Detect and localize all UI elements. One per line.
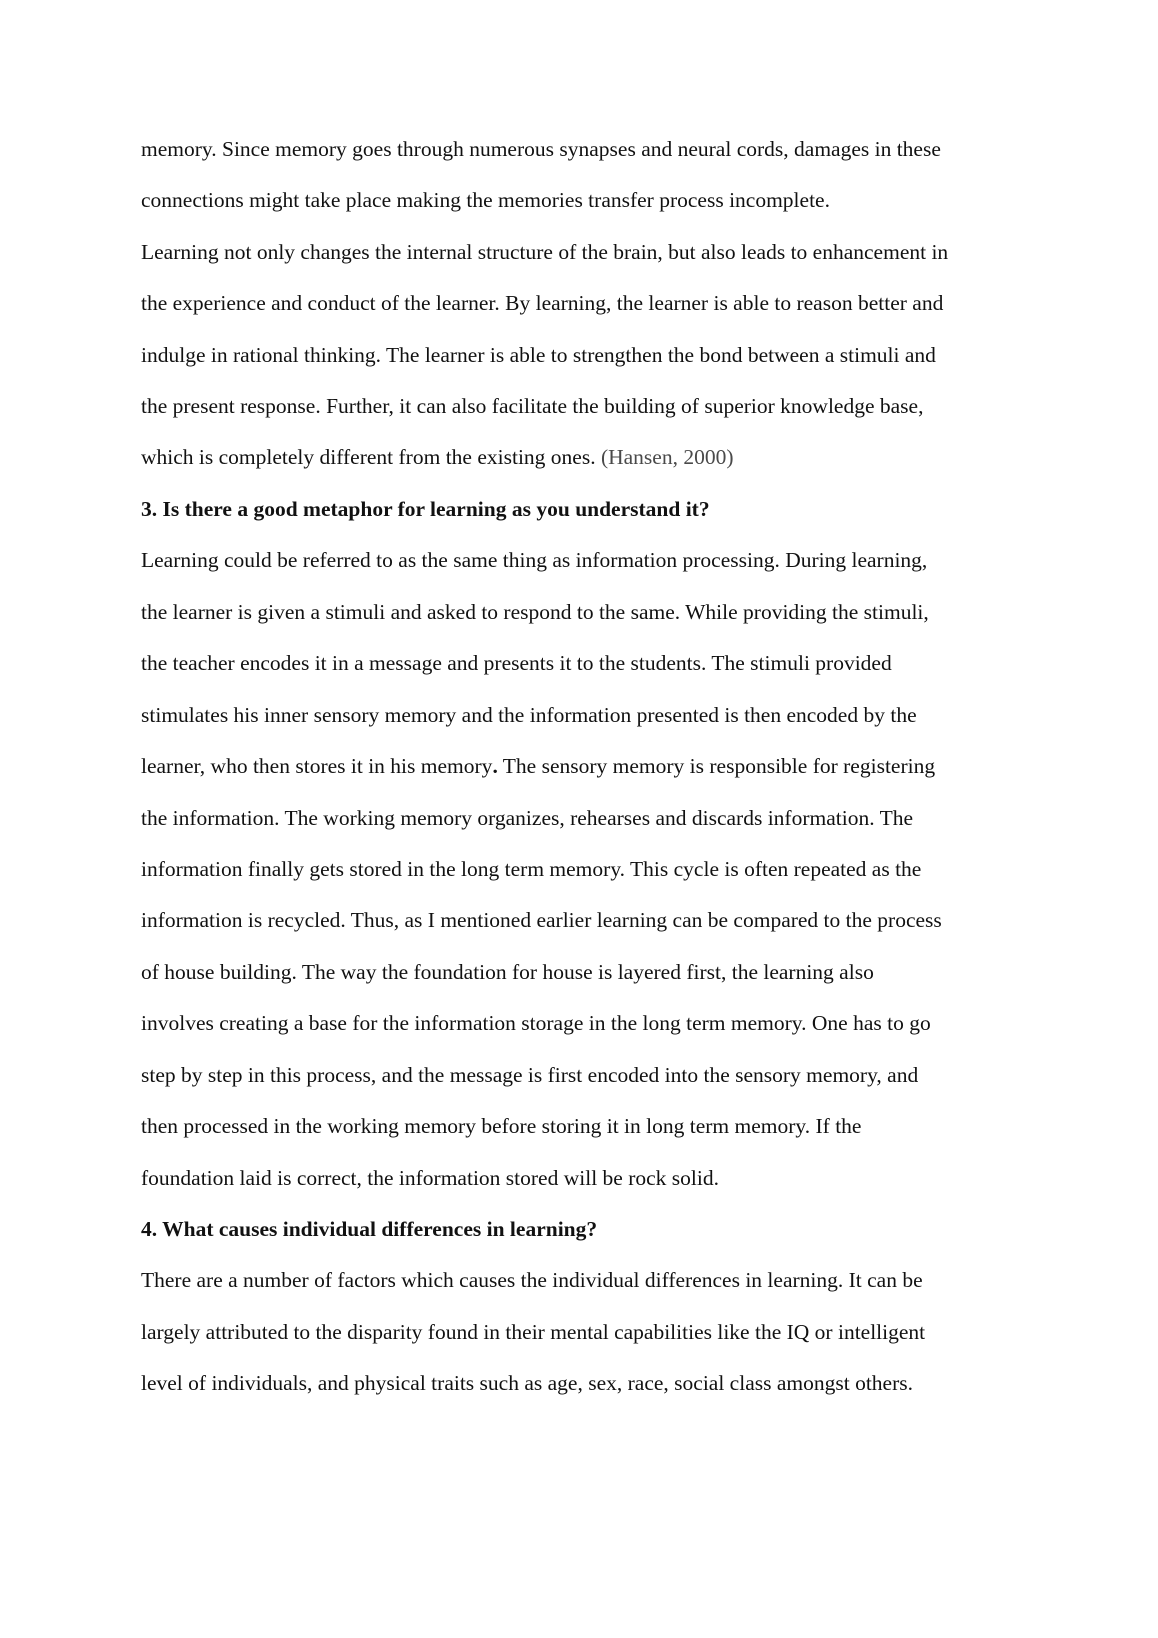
body-text-line: involves creating a base for the information storage in the long term memory. One has to go — [141, 1011, 931, 1035]
body-text-line: foundation laid is correct, the information stored will be rock solid. — [141, 1166, 719, 1190]
body-text-line — [141, 753, 935, 779]
body-text-line: stimulates his inner sensory memory and the information presented is then encoded by the — [141, 703, 917, 727]
body-text-segment: which is completely different from the existing ones. — [141, 445, 601, 469]
section-heading-4: 4. What causes individual differences in learning? — [141, 1217, 598, 1241]
body-text-line: the present response. Further, it can also facilitate the building of superior knowledge base, — [141, 394, 924, 418]
body-text-line: memory. Since memory goes through numerous synapses and neural cords, damages in these — [141, 137, 941, 161]
body-text-segment: learner, who then stores it in his memory — [141, 754, 493, 778]
body-text-line-with-citation — [141, 444, 734, 470]
body-text-line: indulge in rational thinking. The learner is able to strengthen the bond between a stimuli and — [141, 343, 936, 367]
body-text-line: the experience and conduct of the learner. By learning, the learner is able to reason better and — [141, 291, 944, 315]
body-text-line: the teacher encodes it in a message and presents it to the students. The stimuli provided — [141, 651, 892, 675]
body-text-line: level of individuals, and physical traits such as age, sex, race, social class amongst others. — [141, 1371, 913, 1395]
body-text-line: information is recycled. Thus, as I mentioned earlier learning can be compared to the process — [141, 908, 942, 932]
body-text-line: step by step in this process, and the message is first encoded into the sensory memory, and — [141, 1063, 919, 1087]
section-heading-3: 3. Is there a good metaphor for learning as you understand it? — [141, 497, 710, 521]
body-text-segment: The sensory memory is responsible for registering — [497, 754, 936, 778]
bold-period: . — [492, 754, 498, 778]
body-text-line: then processed in the working memory before storing it in long term memory. If the — [141, 1114, 862, 1138]
body-text-line: Learning could be referred to as the same thing as information processing. During learning, — [141, 548, 928, 572]
body-text-line: connections might take place making the memories transfer process incomplete. — [141, 188, 830, 212]
body-text-line: the learner is given a stimuli and asked to respond to the same. While providing the stimuli, — [141, 600, 929, 624]
body-text-line: of house building. The way the foundation for house is layered first, the learning also — [141, 960, 874, 984]
body-text-line: the information. The working memory organizes, rehearses and discards information. The — [141, 806, 913, 830]
body-text-line: largely attributed to the disparity found in their mental capabilities like the IQ or intelligent — [141, 1320, 926, 1344]
body-text-line: Learning not only changes the internal structure of the brain, but also leads to enhancement in — [141, 240, 949, 264]
citation: (Hansen, 2000) — [600, 445, 734, 469]
body-text-line: There are a number of factors which causes the individual differences in learning. It can be — [141, 1268, 923, 1292]
body-text-line: information finally gets stored in the long term memory. This cycle is often repeated as the — [141, 857, 922, 881]
